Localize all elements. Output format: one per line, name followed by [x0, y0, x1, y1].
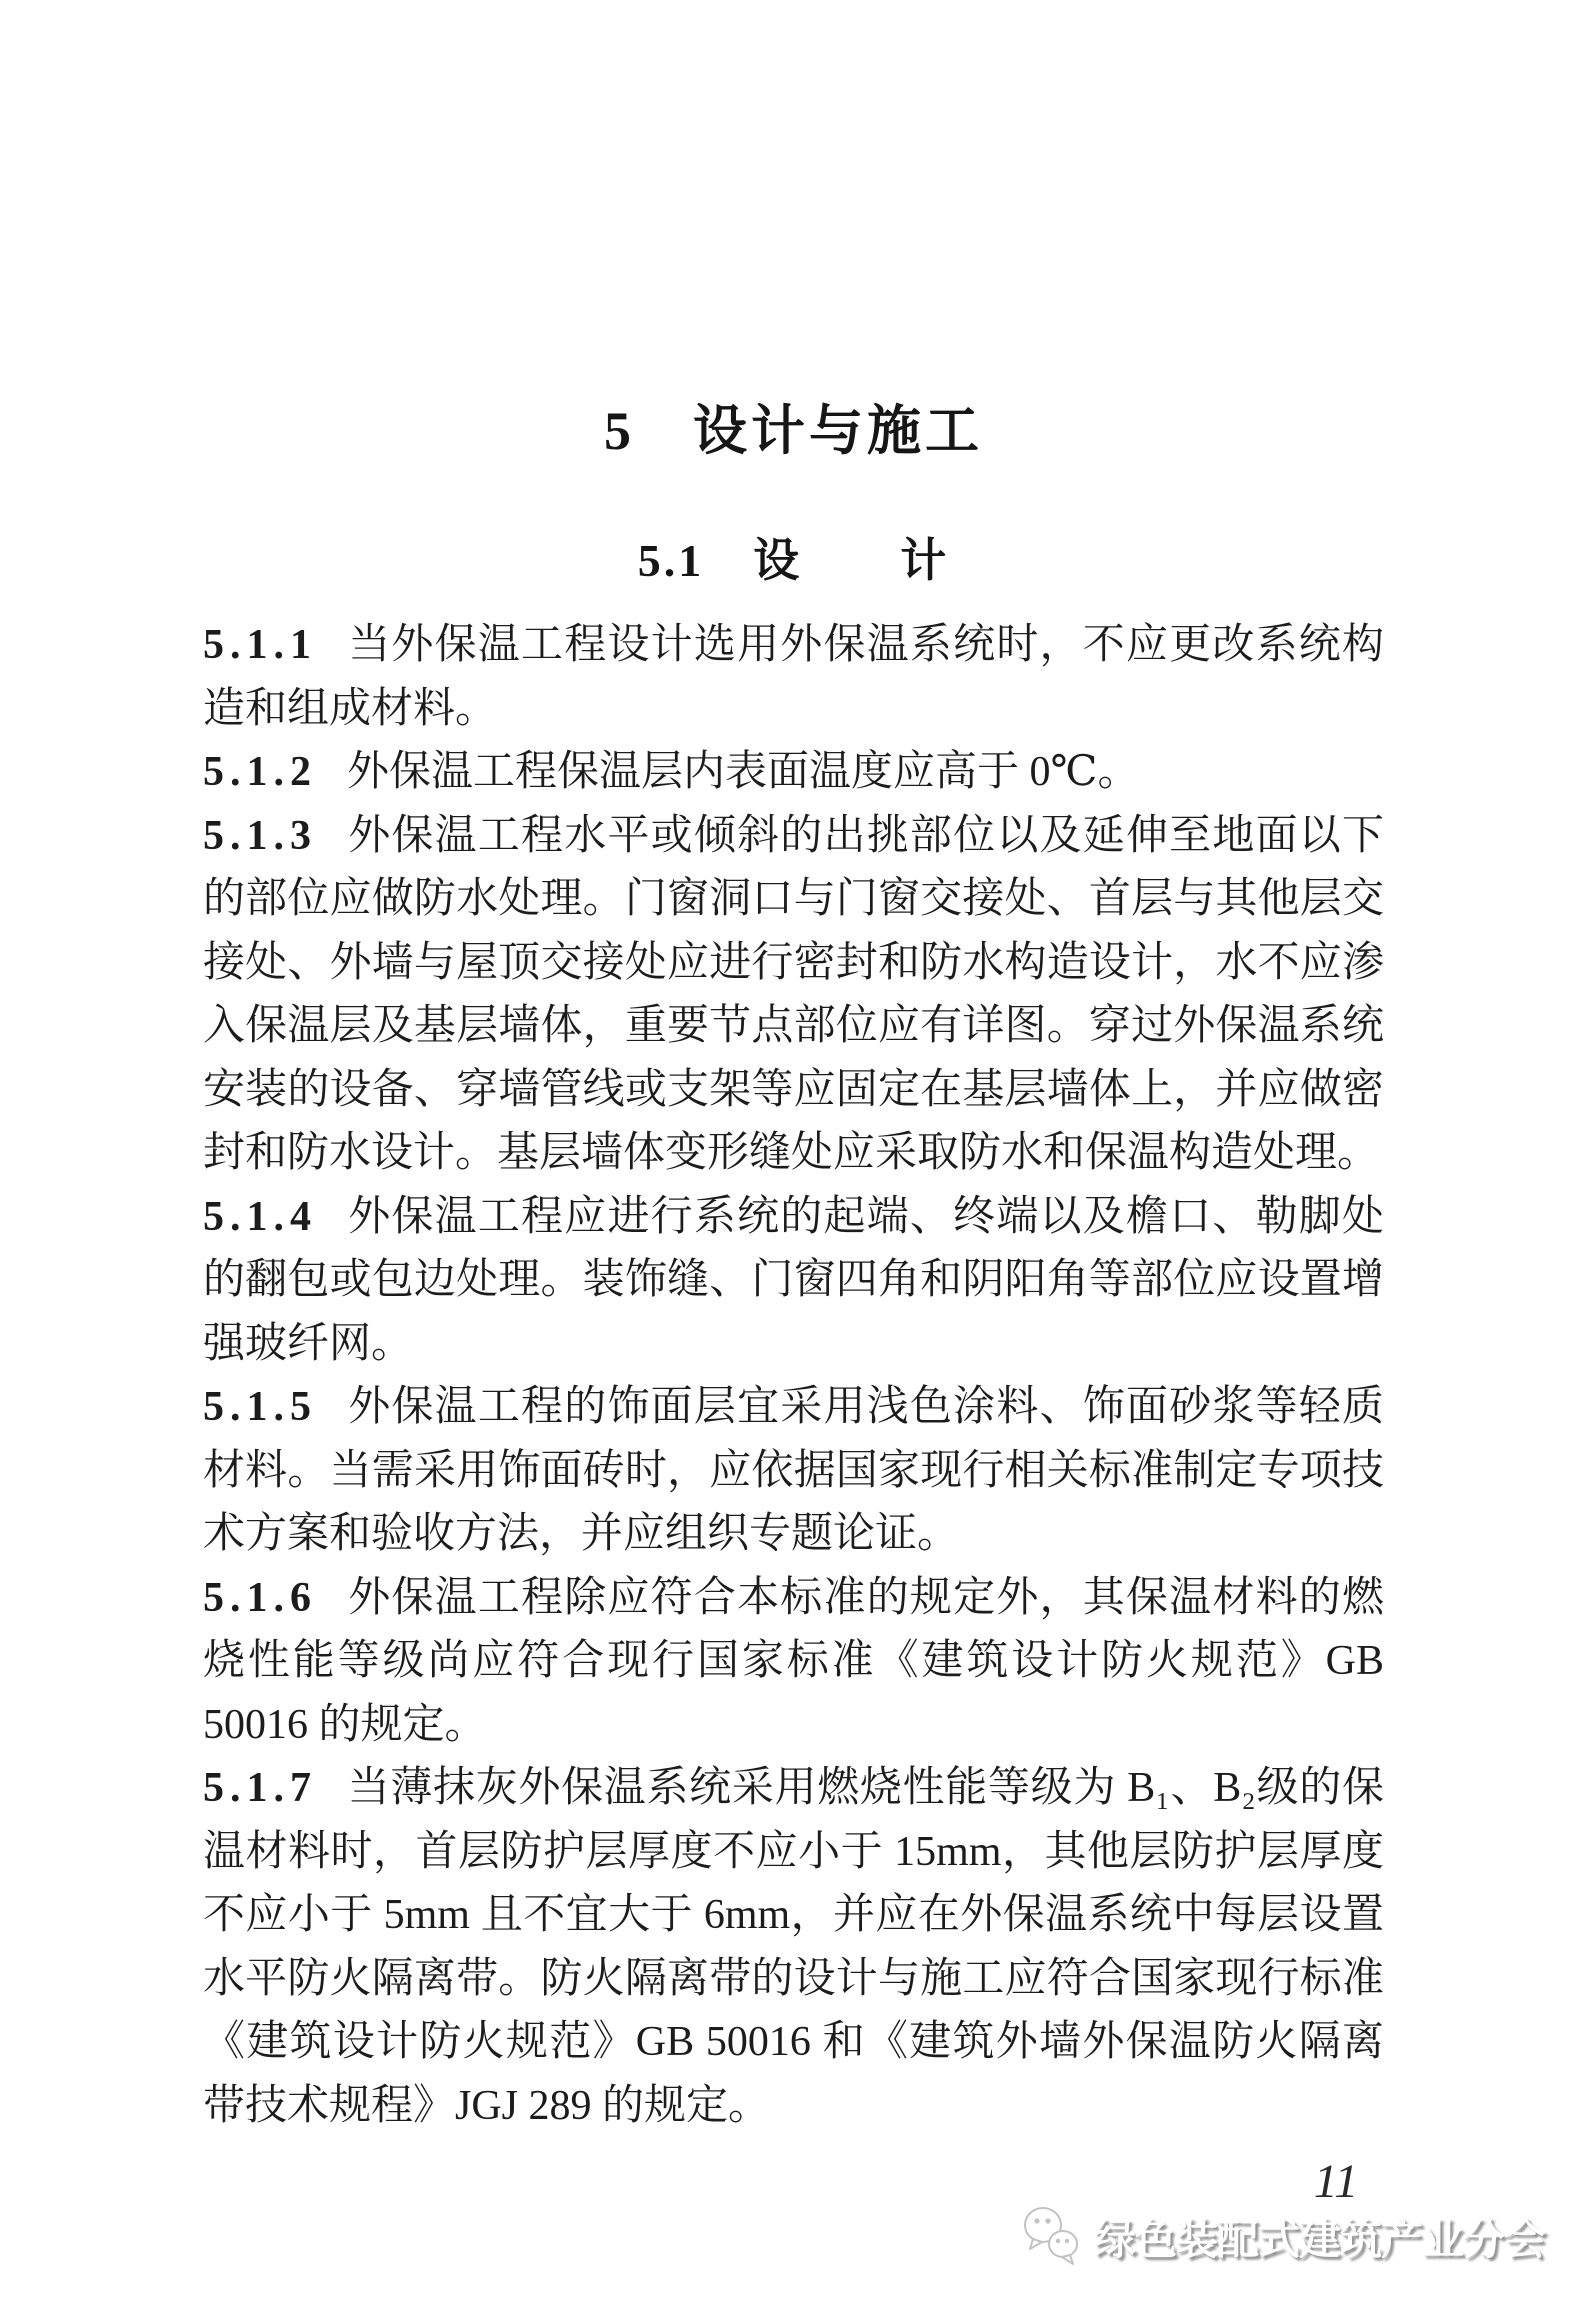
clause-number: 5.1.7 [203, 1765, 317, 1811]
clause-5-1-7 [203, 1757, 1384, 2138]
clause-text: 当外保温工程设计选用外保温系统时，不应更改系统构造和组成材料。 [203, 622, 1384, 732]
clause-number: 5.1.1 [203, 622, 317, 668]
chapter-title: 5 设计与施工 [604, 401, 983, 461]
watermark [1020, 2204, 1545, 2270]
wechat-icon [1020, 2204, 1084, 2270]
watermark-text: 绿色装配式建筑产业分会 [1093, 2218, 1545, 2264]
clause-5-1-5 [203, 1376, 1384, 1567]
clause-5-1-6 [203, 1567, 1384, 1758]
clause-number: 5.1.2 [203, 749, 317, 795]
clause-text: 外保温工程的饰面层宜采用浅色涂料、饰面砂浆等轻质材料。当需采用饰面砖时，应依据国家现行相关标准制定专项技术方案和验收方法，并应组织专题论证。 [203, 1384, 1384, 1557]
clause-text: 当薄抹灰外保温系统采用燃烧性能等级为 B₁、B₂级的保温材料时，首层防护层厚度不应小于 15mm，其他层防护层厚度不应小于 5mm 且不宜大于 6mm，并应在外保温系统中每层设置水平防火隔离带。防火隔离带的设计与施工应符合国家现行标准《建筑设计防火规范》GB 50016 和《建筑外墙外保温防火隔离带技术规程》JGJ 289 的规定。 [203, 1765, 1384, 2129]
clause-5-1-3 [203, 805, 1384, 1186]
clause-number: 5.1.5 [203, 1384, 317, 1430]
clause-text: 外保温工程水平或倾斜的出挑部位以及延伸至地面以下的部位应做防水处理。门窗洞口与门窗交接处、首层与其他层交接处、外墙与屋顶交接处应进行密封和防水构造设计，水不应渗入保温层及基层墙体，重要节点部位应有详图。穿过外保温系统安装的设备、穿墙管线或支架等应固定在基层墙体上，并应做密封和防水设计。基层墙体变形缝处应采取防水和保温构造处理。 [203, 812, 1384, 1176]
clause-5-1-4 [203, 1186, 1384, 1377]
clause-number: 5.1.3 [203, 812, 317, 859]
page-number: 11 [1313, 2155, 1359, 2208]
clause-number: 5.1.6 [203, 1574, 317, 1621]
clause-5-1-1 [203, 614, 1384, 741]
clause-5-1-2 [203, 741, 1384, 805]
section-heading: 5.1 设 计 [637, 535, 950, 586]
clause-text: 外保温工程除应符合本标准的规定外，其保温材料的燃烧性能等级尚应符合现行国家标准《建筑设计防火规范》GB 50016 的规定。 [203, 1574, 1384, 1748]
clause-text: 外保温工程应进行系统的起端、终端以及檐口、勒脚处的翻包或包边处理。装饰缝、门窗四角和阴阳角等部位应设置增强玻纤网。 [203, 1193, 1384, 1367]
clause-number: 5.1.4 [203, 1193, 317, 1240]
clause-text: 外保温工程保温层内表面温度应高于 0℃。 [347, 749, 1140, 795]
clause-list [203, 614, 1384, 2138]
